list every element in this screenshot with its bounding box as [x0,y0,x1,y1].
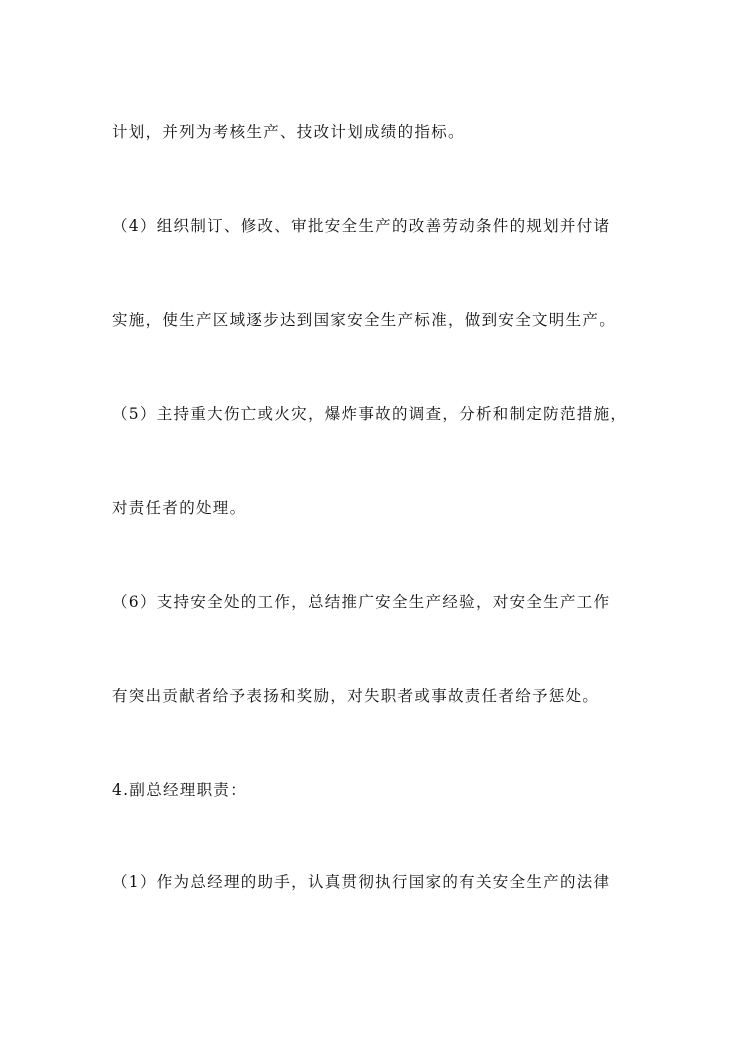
paragraph-line: 实施，使生产区域逐步达到国家安全生产标准，做到安全文明生产。 [112,311,617,329]
section-heading: 4.副总经理职责： [112,781,247,799]
paragraph-line: （5）主持重大伤亡或火灾，爆炸事故的调查，分析和制定防范措施， [112,405,628,423]
paragraph-line: 对责任者的处理。 [112,499,247,517]
paragraph-line: 计划，并列为考核生产、技改计划成绩的指标。 [112,123,465,141]
paragraph-line: 有突出贡献者给予表扬和奖励，对失职者或事故责任者给予惩处。 [112,687,600,705]
paragraph-line: （4）组织制订、修改、审批安全生产的改善劳动条件的规划并付诸 [112,217,611,235]
paragraph-line: （1）作为总经理的助手，认真贯彻执行国家的有关安全生产的法律 [112,873,611,891]
paragraph-line: （6）支持安全处的工作，总结推广安全生产经验，对安全生产工作 [112,593,611,611]
